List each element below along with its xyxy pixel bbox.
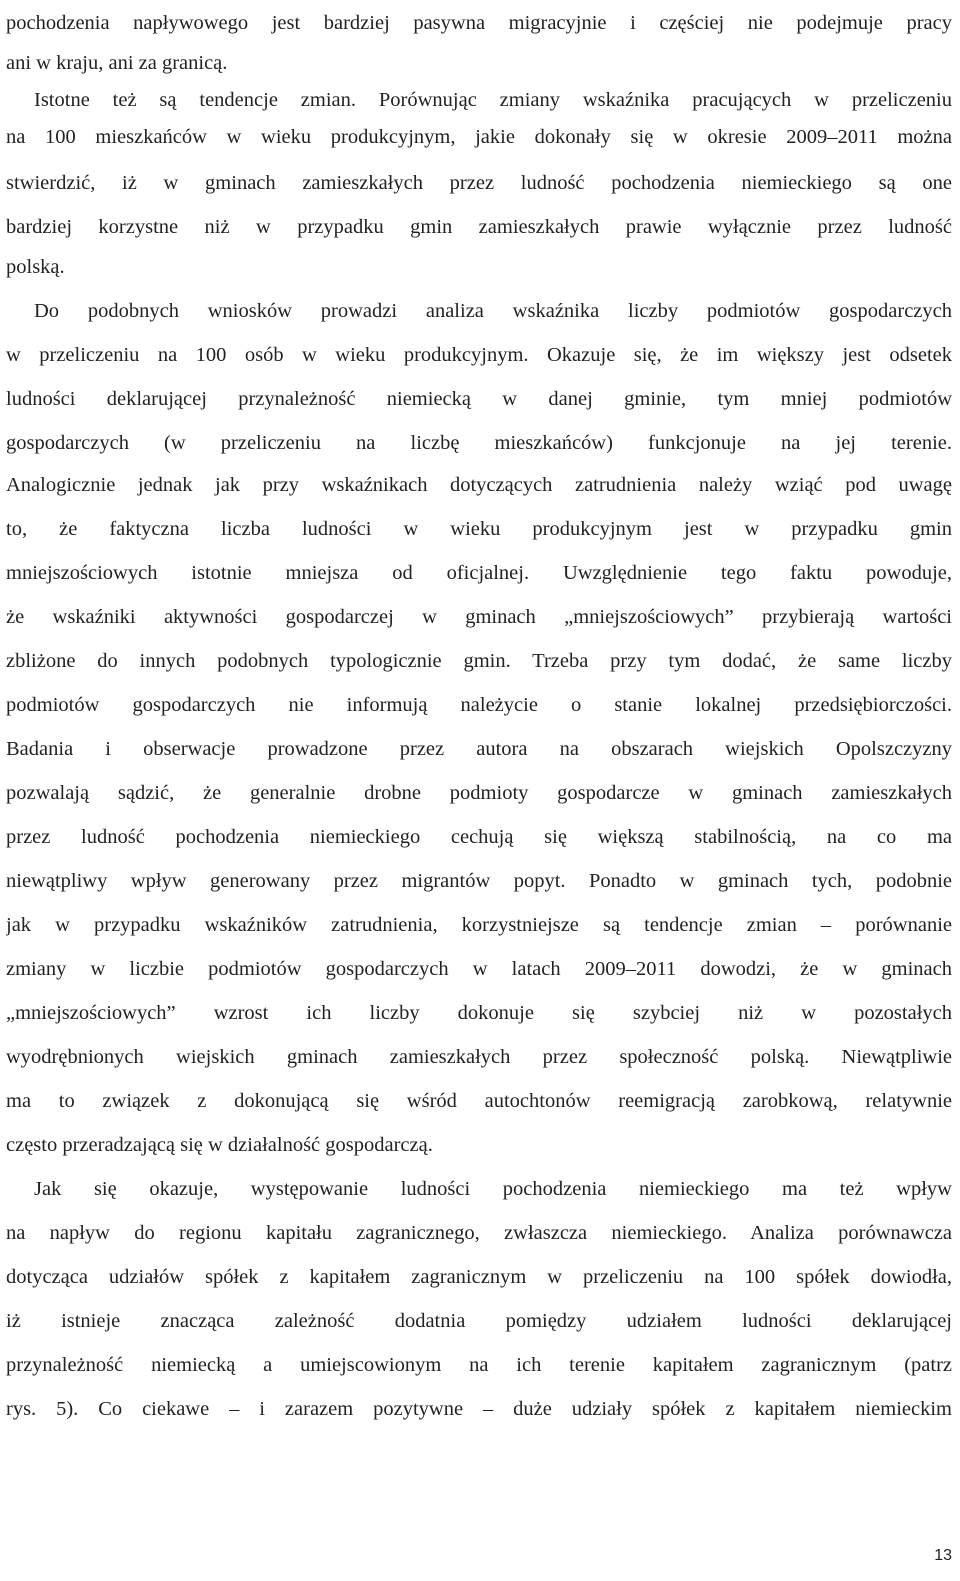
text-line: mniejszościowych istotnie mniejsza od oficjalnej. Uwzględnienie tego faktu powoduje,	[6, 562, 952, 584]
text-line: dotycząca udziałów spółek z kapitałem zagranicznym w przeliczeniu na 100 spółek dowiodła,	[6, 1266, 952, 1288]
text-line: pozwalają sądzić, że generalnie drobne podmioty gospodarcze w gminach zamieszkałych	[6, 782, 952, 804]
text-line: ludności deklarującej przynależność niemiecką w danej gminie, tym mniej podmiotów	[6, 388, 952, 410]
text-line: na 100 mieszkańców w wieku produkcyjnym, jakie dokonały się w okresie 2009–2011 można	[6, 126, 952, 148]
text-line: ani w kraju, ani za granicą.	[6, 52, 228, 74]
text-line: gospodarczych (w przeliczeniu na liczbę mieszkańców) funkcjonuje na jej terenie.	[6, 432, 952, 454]
text-line: pochodzenia napływowego jest bardziej pasywna migracyjnie i częściej nie podejmuje pracy	[6, 12, 952, 34]
text-line: niewątpliwy wpływ generowany przez migrantów popyt. Ponadto w gminach tych, podobnie	[6, 870, 952, 892]
text-line: wyodrębnionych wiejskich gminach zamieszkałych przez społeczność polską. Niewątpliwie	[6, 1046, 952, 1068]
text-line: bardziej korzystne niż w przypadku gmin zamieszkałych prawie wyłącznie przez ludność	[6, 216, 952, 238]
text-line: przynależność niemiecką a umiejscowionym na ich terenie kapitałem zagranicznym (patrz	[6, 1354, 952, 1376]
text-line: „mniejszościowych” wzrost ich liczby dokonuje się szybciej niż w pozostałych	[6, 1002, 952, 1024]
text-line: Jak się okazuje, występowanie ludności pochodzenia niemieckiego ma też wpływ	[34, 1178, 952, 1200]
text-line: rys. 5). Co ciekawe – i zarazem pozytywne – duże udziały spółek z kapitałem niemieckim	[6, 1398, 952, 1420]
text-line: to, że faktyczna liczba ludności w wieku produkcyjnym jest w przypadku gmin	[6, 518, 952, 540]
text-line: przez ludność pochodzenia niemieckiego cechują się większą stabilnością, na co ma	[6, 826, 952, 848]
page-number: 13	[934, 1547, 952, 1564]
text-line: ma to związek z dokonującą się wśród autochtonów reemigracją zarobkową, relatywnie	[6, 1090, 952, 1112]
text-line: często przeradzającą się w działalność gospodarczą.	[6, 1134, 433, 1156]
text-line: iż istnieje znacząca zależność dodatnia pomiędzy udziałem ludności deklarującej	[6, 1310, 952, 1332]
text-line: zbliżone do innych podobnych typologicznie gmin. Trzeba przy tym dodać, że same liczby	[6, 650, 952, 672]
text-line: Analogicznie jednak jak przy wskaźnikach dotyczących zatrudnienia należy wziąć pod uwagę	[6, 474, 952, 496]
text-line: w przeliczeniu na 100 osób w wieku produkcyjnym. Okazuje się, że im większy jest odsetek	[6, 344, 952, 366]
text-line: Do podobnych wniosków prowadzi analiza wskaźnika liczby podmiotów gospodarczych	[34, 300, 952, 322]
text-line: na napływ do regionu kapitału zagranicznego, zwłaszcza niemieckiego. Analiza porównawcza	[6, 1222, 952, 1244]
text-line: jak w przypadku wskaźników zatrudnienia, korzystniejsze są tendencje zmian – porównanie	[6, 914, 952, 936]
text-line: polską.	[6, 256, 65, 278]
text-line: stwierdzić, iż w gminach zamieszkałych przez ludność pochodzenia niemieckiego są one	[6, 172, 952, 194]
text-line: Istotne też są tendencje zmian. Porównując zmiany wskaźnika pracujących w przeliczeniu	[34, 89, 952, 111]
text-line: że wskaźniki aktywności gospodarczej w gminach „mniejszościowych” przybierają wartości	[6, 606, 952, 628]
text-line: zmiany w liczbie podmiotów gospodarczych w latach 2009–2011 dowodzi, że w gminach	[6, 958, 952, 980]
text-line: podmiotów gospodarczych nie informują należycie o stanie lokalnej przedsiębiorczości.	[6, 694, 952, 716]
text-line: Badania i obserwacje prowadzone przez autora na obszarach wiejskich Opolszczyzny	[6, 738, 952, 760]
